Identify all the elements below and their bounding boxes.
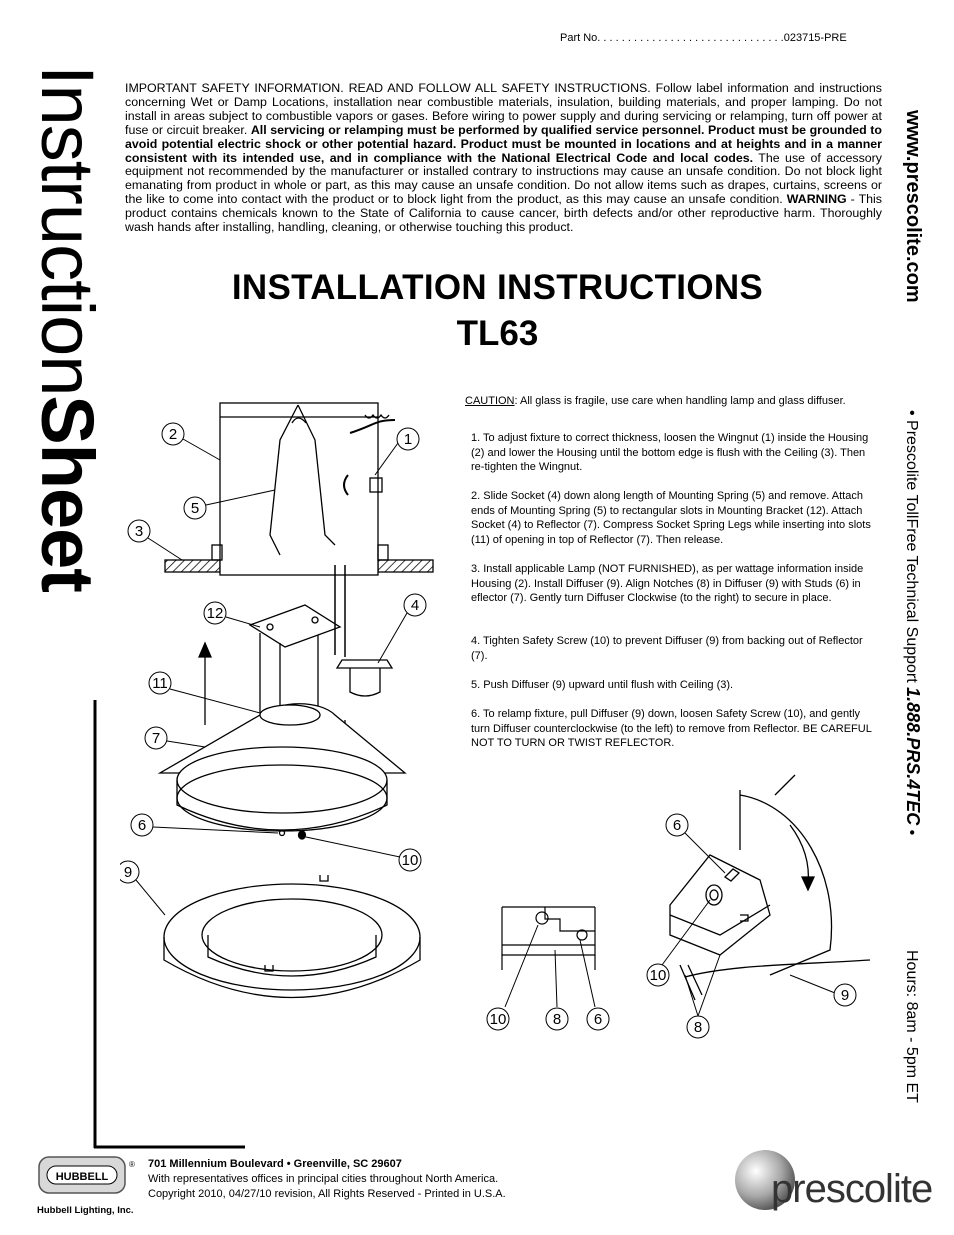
svg-text:2: 2 (168, 426, 178, 443)
step-1: 1. To adjust fixture to correct thickness, loosen the Wingnut (1) inside the Housing (2) and lower the Housing until the bottom edge is flush with the Ceiling (3). Then re-tighten the Wingnut. (471, 432, 869, 474)
callout-10 (399, 849, 421, 871)
callout-2 (162, 423, 184, 445)
copyright: Copyright 2010, 04/27/10 revision, All Rights Reserved - Printed in U.S.A. (148, 1188, 506, 1200)
exploded-fixture-diagram (120, 395, 465, 1035)
step-4: 4. Tighten Safety Screw (10) to prevent Diffuser (9) from backing out of Reflector (7). (471, 635, 863, 662)
support-phone: 1.888.PRS.4TEC (903, 687, 923, 826)
svg-text:8: 8 (693, 1019, 703, 1036)
vertical-title-instruction: Instruction (26, 65, 109, 396)
warning-label: WARNING (786, 192, 847, 207)
notch-detail-diagram (480, 895, 625, 1040)
step-5: 5. Push Diffuser (9) upward until flush with Ceiling (3). (471, 679, 734, 691)
right-callout-8 (687, 1016, 709, 1038)
callout-12 (204, 602, 226, 624)
part-number: Part No. . . . . . . . . . . . . . . . . . . . . . . . . . . . . . .023715-PRE (560, 32, 847, 44)
callout-4 (404, 594, 426, 616)
svg-text:10: 10 (649, 967, 667, 984)
svg-text:6: 6 (137, 817, 147, 834)
prescolite-wordmark: prescolite (771, 1167, 933, 1211)
step-2: 2. Slide Socket (4) down along length of Mounting Spring (5) and remove. Attach ends of Mounting Spring (5) to rectangular slots in Mounting Bracket (12). Attach Socket (4) to Reflector (7). Compress Socket Spring Legs while inserting into slots (11) of opening in top of Reflector (7). Then release. (471, 490, 871, 546)
callout-9 (120, 861, 139, 883)
hubbell-logo (37, 1155, 147, 1217)
detail-callout-8 (546, 1008, 568, 1030)
safety-bold-requirements: All servicing or relamping must be performed by qualified service personnel. Product must be grounded to avoid potential electric shock or other potential hazard. Product must be mounted in locations and at heights and in a manner consistent with its intended use, and in compliance with the National Electrical Code and local codes. (125, 122, 882, 165)
registered-mark: ® (129, 1160, 135, 1169)
right-callout-10 (647, 964, 669, 986)
svg-text:4: 4 (410, 597, 420, 614)
safety-information (125, 82, 882, 235)
support-suffix: • (903, 825, 920, 836)
svg-text:9: 9 (123, 864, 133, 881)
step-6: 6. To relamp fixture, pull Diffuser (9) down, loosen Safety Screw (10), and gently turn Diffuser counterclockwise (to the left) to remove from Reflector. BE CAREFUL NOT TO TURN OR TWIST REFLECTOR. (471, 708, 872, 750)
support-prefix: • Prescolite TollFree Technical Support (903, 410, 920, 688)
footer-address (148, 1157, 506, 1202)
safety-accessory-text: The use of accessory equipment not recommended by the manufacturer or installed contrary to instructions may cause an unsafe condition. Do not block light emanating from product in whole or part, as this may cause an unsafe condition. Do not allow items such as drapes, curtains, screens or the like to come into contact with the product or to block light from the product, as this may cause an unsafe condition. (125, 150, 882, 207)
svg-text:3: 3 (134, 523, 144, 540)
callout-5 (184, 497, 206, 519)
model-number: TL63 (456, 314, 539, 353)
support-hours: Hours: 8am - 5pm ET (903, 950, 920, 1103)
detail-callout-6 (587, 1008, 609, 1030)
website-url: www.prescolite.com (902, 110, 924, 303)
svg-text:11: 11 (152, 675, 168, 692)
caution-text: : All glass is fragile, use care when handling lamp and glass diffuser. (514, 395, 846, 407)
company-address: 701 Millennium Boulevard • Greenville, SC 29607 (148, 1158, 402, 1170)
svg-text:InstructionSheet (26, 65, 109, 592)
caution-note (465, 395, 846, 407)
svg-text:5: 5 (190, 500, 200, 517)
hubbell-badge-text: HUBBELL (55, 1171, 109, 1183)
callout-7 (145, 727, 167, 749)
instruction-sheet-vertical-title (20, 30, 115, 730)
svg-text:• Prescolite TollFree Technica (903, 410, 923, 835)
vertical-title-sheet: Sheet (26, 395, 109, 592)
support-vertical-banner (890, 105, 940, 1145)
svg-text:9: 9 (840, 987, 850, 1004)
representatives-note: With representatives offices in principal cities throughout North America. (148, 1173, 499, 1185)
svg-text:7: 7 (151, 730, 161, 747)
right-callout-9 (834, 984, 856, 1006)
svg-text:6: 6 (593, 1011, 603, 1028)
svg-text:10: 10 (401, 852, 419, 869)
callout-3 (128, 520, 150, 542)
right-callout-6 (666, 814, 688, 836)
hubbell-company-name: Hubbell Lighting, Inc. (37, 1205, 134, 1216)
diffuser-rotation-diagram (640, 765, 870, 1045)
callout-6 (131, 814, 153, 836)
callout-1 (397, 428, 419, 450)
callout-11 (149, 672, 171, 694)
svg-text:8: 8 (552, 1011, 562, 1028)
warning-text: - This product contains chemicals known to the State of California to cause cancer, birth defects and/or other reproductive harm. Thoroughly wash hands after installing, handling, cleaning, or otherwise touching this product. (125, 192, 882, 235)
svg-text:6: 6 (672, 817, 682, 834)
page-title: INSTALLATION INSTRUCTIONS (231, 268, 764, 307)
caution-label: CAUTION (465, 395, 515, 407)
safety-intro: IMPORTANT SAFETY INFORMATION. READ AND FOLLOW ALL SAFETY INSTRUCTIONS. Follow label information and instructions concerning Wet or Damp Locations, installation near combustible materials, insulation, building materials, and proper lamping. Do not install in areas subject to combustible vapors or gases. Before wiring to power supply and during servicing or relamping, turn off power at fuse or circuit breaker. (125, 81, 882, 137)
svg-text:10: 10 (489, 1011, 507, 1028)
step-3: 3. Install applicable Lamp (NOT FURNISHED), as per wattage information inside Housing (2). Install Diffuser (9). Align Notches (8) in Diffuser (9) with Studs (6) in eflector (7). Gently turn Diffuser Clockwise (to the right) to secure in place. (471, 563, 864, 605)
svg-text:12: 12 (206, 605, 224, 622)
detail-callout-10 (487, 1008, 509, 1030)
prescolite-logo (735, 1148, 935, 1220)
svg-text:1: 1 (403, 431, 413, 448)
